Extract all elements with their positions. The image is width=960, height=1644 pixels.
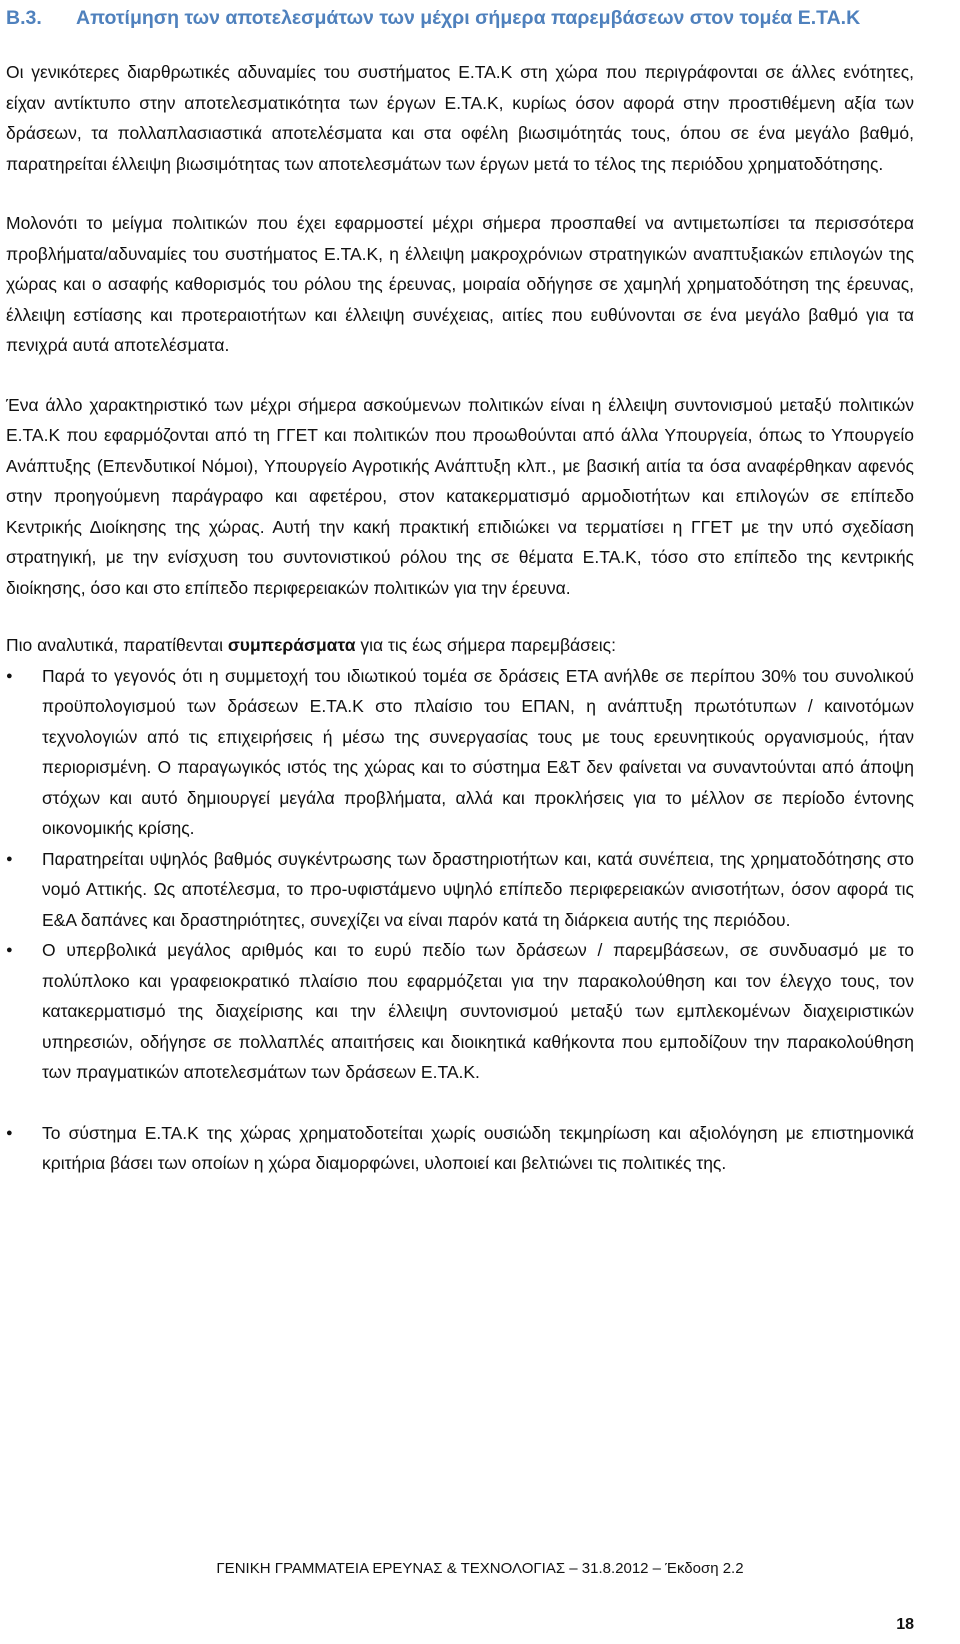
conclusions-list	[6, 661, 914, 1179]
conclusions-intro-bold: συμπεράσματα	[227, 635, 356, 655]
conclusions-intro	[6, 630, 914, 661]
paragraph-structural-weaknesses: Οι γενικότερες διαρθρωτικές αδυναμίες του συστήματος Ε.ΤΑ.Κ στη χώρα που περιγράφονται σε άλλες ενότητες, είχαν αντίκτυπο στην αποτελεσματικότητα των έργων Ε.ΤΑ.Κ, κυρίως όσον αφορά στην προστιθέμενη αξία των δράσεων, τα πολλαπλασιαστικά αποτελέσματα και στα οφέλη βιωσιμότητάς τους, όπου σε ένα μεγάλο βαθμό, παρατηρείται έλλειψη βιωσιμότητας των αποτελεσμάτων των έργων μετά το τέλος της περιόδου χρηματοδότησης.	[6, 62, 914, 174]
section-title: Αποτίμηση των αποτελεσμάτων των μέχρι σήμερα παρεμβάσεων στον τομέα Ε.ΤΑ.Κ	[76, 7, 861, 29]
list-item: ● Ο υπερβολικά μεγάλος αριθμός και το ευρύ πεδίο των δράσεων / παρεμβάσεων, σε συνδυασμό με το πολύπλοκο και γραφειοκρατικό πλαίσιο που εφαρμόζεται για την παρακολούθηση και τον έλεγχο τους, τον κατακερματισμό της διαχείρισης και την έλλειψη συντονισμού μεταξύ των εμπλεκομένων διαχειριστικών υπηρεσιών, οδήγησε σε πολλαπλές απαιτήσεις και διοικητικά καθήκοντα που εμποδίζουν την παρακολούθηση των πραγματικών αποτελεσμάτων των δράσεων Ε.ΤΑ.Κ.	[6, 935, 914, 1088]
page-footer: ΓΕΝΙΚΗ ΓΡΑΜΜΑΤΕΙΑ ΕΡΕΥΝΑΣ & ΤΕΧΝΟΛΟΓΙΑΣ – 31.8.2012 – Έκδοση 2.2	[216, 1560, 744, 1577]
section-heading	[6, 0, 914, 34]
paragraph-policy-mix: Μολονότι το μείγμα πολιτικών που έχει εφαρμοστεί μέχρι σήμερα προσπαθεί να αντιμετωπίσει τα περισσότερα προβλήματα/αδυναμίες του συστήματος Ε.ΤΑ.Κ, η έλλειψη μακροχρόνιων στρατηγικών αναπτυξιακών επιλογών της χώρας και ο ασαφής καθορισμός του ρόλου της έρευνας, μοιραία οδήγησε σε χαμηλή χρηματοδότηση της έρευνας, έλλειψη εστίασης και προτεραιοτήτων και έλλειψη συνέχειας, αιτίες που ευθύνονται σε ένα μεγάλο βαθμό για τα πενιχρά αυτά αποτελέσματα.	[6, 213, 914, 355]
list-item: ● Παρατηρείται υψηλός βαθμός συγκέντρωσης των δραστηριοτήτων και, κατά συνέπεια, της χρηματοδότησης στο νομό Αττικής. Ως αποτέλεσμα, το προ-υφιστάμενο υψηλό επίπεδο περιφερειακών ανισοτήτων, όσον αφορά τις Ε&Α δαπάνες και δραστηριότητες, συνεχίζει να είναι παρόν κατά τη διάρκεια αυτής της περιόδου.	[6, 844, 914, 936]
page-number: 18	[896, 1616, 914, 1633]
paragraph-coordination: Ένα άλλο χαρακτηριστικό των μέχρι σήμερα ασκούμενων πολιτικών είναι η έλλειψη συντονισμού μεταξύ πολιτικών Ε.ΤΑ.Κ που εφαρμόζονται από τη ΓΓΕΤ και πολιτικών που προωθούνται από άλλα Υπουργεία, όπως το Υπουργείο Ανάπτυξης (Επενδυτικοί Νόμοι), Υπουργείο Αγροτικής Ανάπτυξη κλπ., με βασική αιτία τα όσα αναφέρθηκαν αφενός στην προηγούμενη παράγραφο και αφετέρου, στον κατακερματισμό αρμοδιοτήτων και επιλογών σε επίπεδο Κεντρικής Διοίκησης της χώρας. Αυτή την κακή πρακτική επιδιώκει να τερματίσει η ΓΓΕΤ με την υπό σχεδίαση στρατηγική, με την ενίσχυση του συντονιστικού ρόλου της σε θέματα Ε.ΤΑ.Κ, τόσο στο επίπεδο της κεντρικής διοίκησης, όσο και στο επίπεδο περιφερειακών πολιτικών για την έρευνα.	[6, 394, 914, 598]
list-item: ● Παρά το γεγονός ότι η συμμετοχή του ιδιωτικού τομέα σε δράσεις ΕΤΑ ανήλθε σε περίπου 30% του συνολικού προϋπολογισμού των δράσεων Ε.ΤΑ.Κ στο πλαίσιο του ΕΠΑΝ, η ανάπτυξη πρωτότυπων / καινοτόμων τεχνολογιών από τις επιχειρήσεις ή μέσω της συνεργασίας τους με τους ερευνητικούς οργανισμούς, ήταν περιορισμένη. Ο παραγωγικός ιστός της χώρας και το σύστημα Ε&Τ δεν φαίνεται να συναντούνται από άποψη στόχων και αυτό δημιουργεί μεγάλα προβλήματα, αλλά και προκλήσεις για το μέλλον σε περίοδο έντονης οικονομικής κρίσης.	[6, 661, 914, 844]
conclusions-intro-after: για τις έως σήμερα παρεμβάσεις:	[355, 635, 616, 655]
conclusions-intro-before: Πιο αναλυτικά, παρατίθενται	[6, 635, 228, 655]
list-item: ● Το σύστημα Ε.ΤΑ.Κ της χώρας χρηματοδοτείται χωρίς ουσιώδη τεκμηρίωση και αξιολόγηση με επιστημονικά κριτήρια βάσει των οποίων η χώρα διαμορφώνει, υλοποιεί και βελτιώνει τις πολιτικές της.	[6, 1118, 914, 1179]
section-number: Β.3.	[6, 7, 42, 29]
